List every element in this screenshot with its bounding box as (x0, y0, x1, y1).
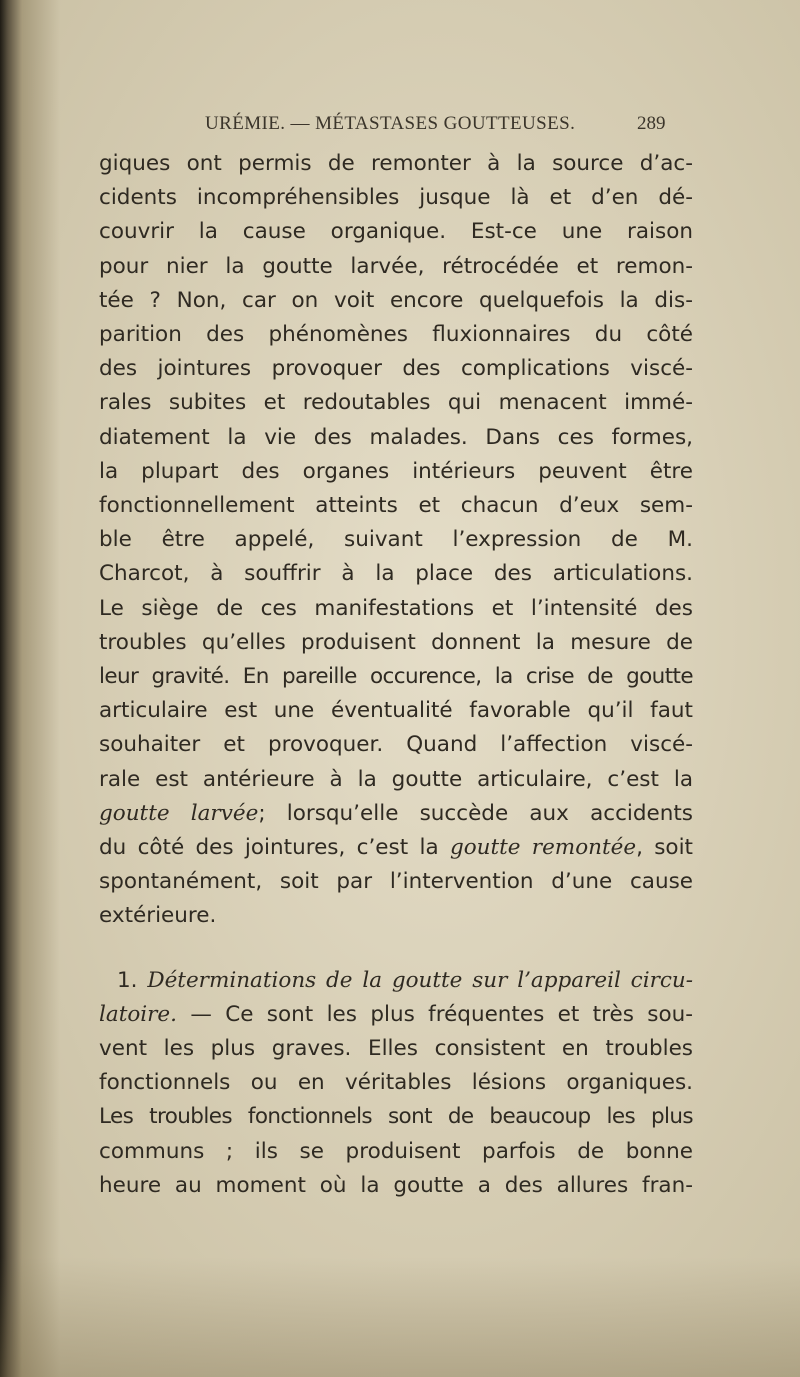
text-line: Charcot, à souffrir à la place des articulations. (99, 561, 693, 587)
text-line: la plupart des organes intérieurs peuvent être (99, 458, 693, 484)
italic-term: goutte remontée (449, 835, 637, 861)
text-line: Le siège de ces manifestations et l’intensité des (99, 595, 693, 621)
text-run: du côté des jointures, c’est la (99, 835, 450, 861)
text-line: spontanément, soit par l’intervention d’une cause (99, 869, 693, 895)
text-line: extérieure. (99, 903, 217, 929)
text-line: tée ? Non, car on voit encore quelquefois la dis- (99, 287, 693, 313)
text-line (99, 831, 693, 865)
body-text (99, 147, 693, 1203)
text-run: ; lorsqu’elle succède aux accidents (258, 800, 693, 826)
paragraph-gap (99, 934, 693, 964)
section-title: latoire. (99, 1001, 177, 1027)
text-line: fonctionnellement atteints et chacun d’eux sem- (99, 493, 693, 519)
text-line: cidents incompréhensibles jusque là et d’en dé- (99, 185, 693, 211)
text-run: — Ce sont les plus fréquentes et très sou- (177, 1001, 693, 1027)
text-line: ble être appelé, suivant l’expression de M. (99, 527, 693, 553)
text-line: rales subites et redoutables qui menacent immé- (99, 390, 693, 416)
text-run: , soit (636, 835, 693, 861)
section-heading-line (99, 964, 693, 998)
text-line: souhaiter et provoquer. Quand l’affection viscé- (99, 732, 693, 758)
section-number: 1. (117, 967, 138, 993)
text-line: Les troubles fonctionnels sont de beaucoup les plus (99, 1104, 693, 1130)
page-number: 289 (637, 113, 666, 134)
text-line: heure au moment où la goutte a des allures fran- (99, 1172, 693, 1198)
text-line: rale est antérieure à la goutte articulaire, c’est la (99, 766, 693, 792)
running-head: URÉMIE. — MÉTASTASES GOUTTEUSES. (205, 113, 576, 134)
page-shading (0, 1257, 800, 1377)
spine-shadow (0, 0, 60, 1377)
text-line: fonctionnels ou en véritables lésions organiques. (99, 1070, 693, 1096)
text-line: couvrir la cause organique. Est-ce une raison (99, 219, 693, 245)
text-line (99, 998, 693, 1032)
text-line (99, 797, 693, 831)
text-line: giques ont permis de remonter à la source d’ac- (99, 151, 693, 176)
text-line: diatement la vie des malades. Dans ces formes, (99, 424, 693, 450)
section-title: Déterminations de la goutte sur l’appareil circu- (147, 967, 693, 993)
text-line: articulaire est une éventualité favorable qu’il faut (99, 698, 693, 724)
text-line: pour nier la goutte larvée, rétrocédée et remon- (99, 253, 693, 279)
text-line: communs ; ils se produisent parfois de bonne (99, 1138, 693, 1164)
text-line: des jointures provoquer des complications viscé- (99, 356, 693, 382)
text-line: parition des phénomènes fluxionnaires du côté (99, 322, 693, 348)
text-line: troubles qu’elles produisent donnent la mesure de (99, 629, 693, 655)
text-line: leur gravité. En pareille occurence, la crise de goutte (99, 664, 693, 690)
text-line: vent les plus graves. Elles consistent en troubles (99, 1036, 693, 1062)
italic-term: goutte larvée (99, 800, 259, 826)
